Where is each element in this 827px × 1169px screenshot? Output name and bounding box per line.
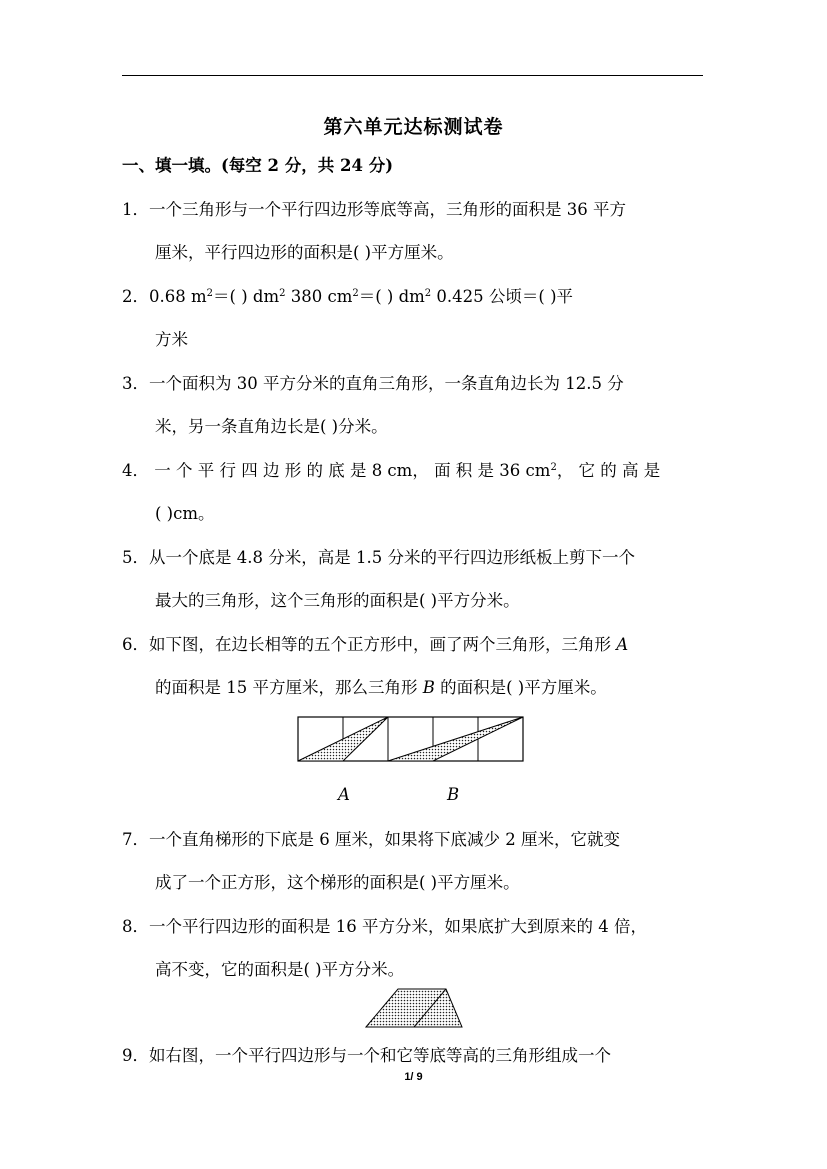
question-6-line-2: 的面积是 15 平方厘米，那么三角形 B 的面积是( )平方厘米。 bbox=[155, 678, 607, 697]
question-2-line-2: 方米 bbox=[155, 330, 188, 349]
question-9-line-1: 9．如右图，一个平行四边形与一个和它等底等高的三角形组成一个 bbox=[122, 1046, 611, 1065]
question-5-line-2: 最大的三角形，这个三角形的面积是( )平方分米。 bbox=[155, 591, 520, 610]
question-5-line-1: 5．从一个底是 4.8 分米，高是 1.5 分米的平行四边形纸板上剪下一个 bbox=[122, 548, 635, 567]
question-8-line-1: 8．一个平行四边形的面积是 16 平方分米，如果底扩大到原来的 4 倍， bbox=[122, 917, 647, 936]
question-1-line-2: 厘米，平行四边形的面积是( )平方厘米。 bbox=[155, 243, 454, 262]
section-heading: 一、填一填。(每空 2 分，共 24 分) bbox=[122, 156, 394, 175]
five-squares-figure bbox=[296, 715, 526, 765]
label-a: A bbox=[338, 785, 350, 804]
question-8-line-2: 高不变，它的面积是( )平方分米。 bbox=[155, 960, 405, 979]
question-3-line-1: 3．一个面积为 30 平方分米的直角三角形，一条直角边长为 12.5 分 bbox=[122, 374, 624, 393]
question-7-line-2: 成了一个正方形，这个梯形的面积是( )平方厘米。 bbox=[155, 873, 520, 892]
header-rule bbox=[122, 75, 703, 76]
question-7-line-1: 7．一个直角梯形的下底是 6 厘米，如果将下底减少 2 厘米，它就变 bbox=[122, 830, 620, 849]
question-2-line-1: 2．0.68 $m^2=$( ) $dm^2$ 380 $cm^2=$( ) $dm^2$ 0.425 公顷＝( )平 bbox=[122, 287, 574, 306]
question-4-line-2: ( )cm。 bbox=[155, 504, 215, 523]
question-1-line-1: 1．一个三角形与一个平行四边形等底等高，三角形的面积是 36 平方 bbox=[122, 200, 626, 219]
label-b: B bbox=[447, 785, 460, 804]
trapezoid-figure bbox=[364, 987, 464, 1029]
page-title: 第六单元达标测试卷 bbox=[323, 116, 504, 138]
triangle-b bbox=[388, 717, 523, 761]
question-3-line-2: 米，另一条直角边长是( )分米。 bbox=[155, 417, 388, 436]
page-number: 1/ 9 bbox=[404, 1071, 423, 1083]
question-4-line-1: 4． 一 个 平 行 四 边 形 的 底 是 8 cm， 面 积 是 36 $cm^2$， 它 的 高 是 bbox=[122, 461, 661, 480]
question-6-line-1: 6．如下图，在边长相等的五个正方形中，画了两个三角形，三角形 A bbox=[122, 635, 629, 654]
